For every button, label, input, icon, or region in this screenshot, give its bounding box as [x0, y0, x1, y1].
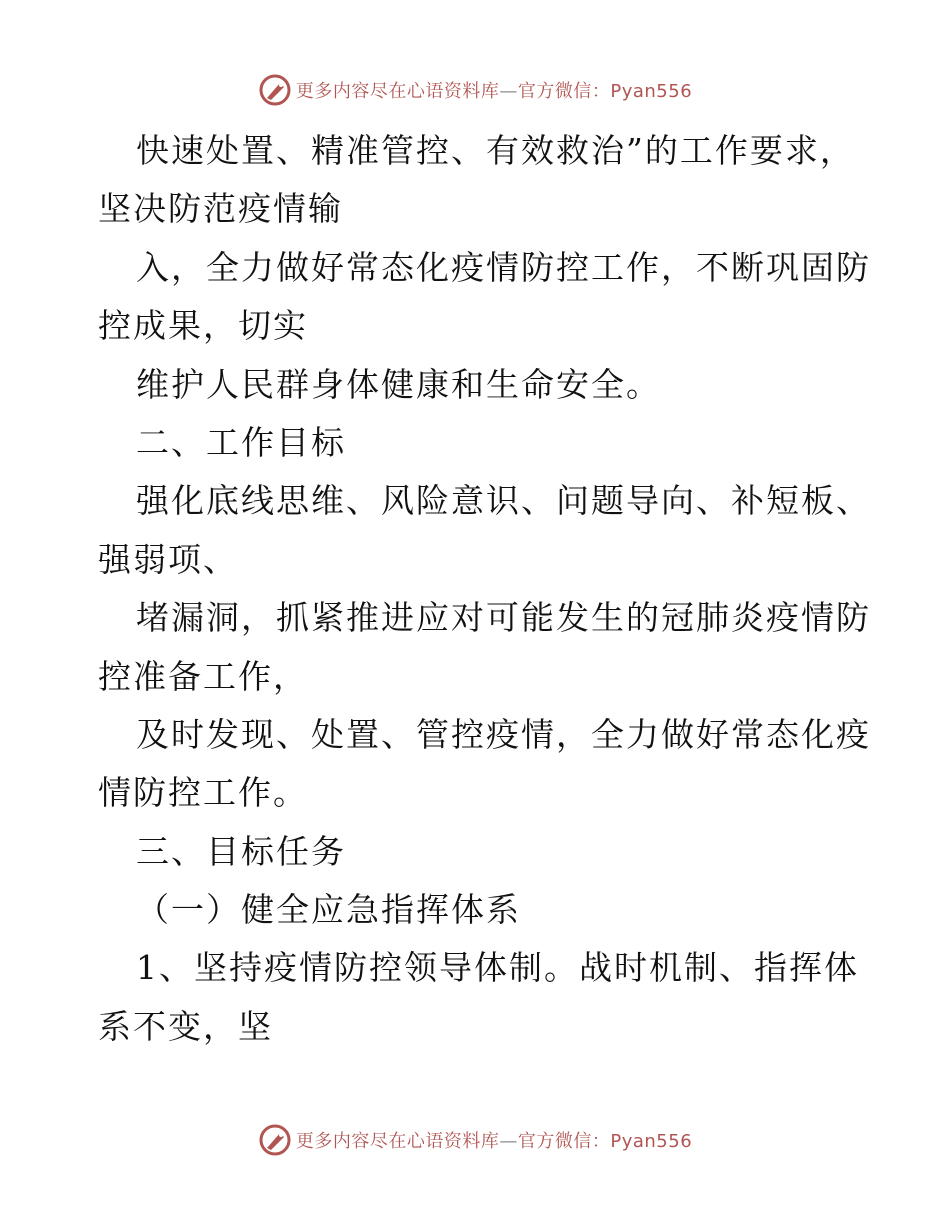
text-line: 强弱项、 [98, 539, 238, 579]
document-body [98, 122, 871, 1056]
watermark-text: 更多内容尽在心语资料库—官方微信：Pyan556 [295, 1131, 693, 1152]
text-line: 控成果，切实 [98, 306, 308, 346]
text-line: 入，全力做好常态化疫情防控工作，不断巩固防 [136, 247, 871, 287]
text-line: 堵漏洞，抓紧推进应对可能发生的冠肺炎疫情防 [136, 598, 871, 638]
watermark-text: 更多内容尽在心语资料库—官方微信：Pyan556 [295, 81, 693, 102]
text-line: 强化底线思维、风险意识、问题导向、补短板、 [136, 481, 871, 521]
subsection-heading: （一）健全应急指挥体系 [136, 890, 521, 930]
pen-nib-circle-icon [258, 73, 292, 107]
text-line: 情防控工作。 [98, 773, 308, 813]
text-line: 维护人民群身体健康和生命安全。 [136, 364, 661, 404]
pen-nib-circle-icon [258, 1123, 292, 1157]
text-line: 及时发现、处置、管控疫情，全力做好常态化疫 [136, 714, 871, 754]
footer-watermark-banner [0, 1120, 950, 1160]
text-line: 控准备工作， [98, 656, 308, 696]
text-line: 快速处置、精准管控、有效救治”的工作要求， [136, 131, 855, 170]
text-line: 系不变，坚 [98, 1006, 273, 1046]
text-line: 坚决防范疫情输 [98, 189, 343, 229]
text-line: 1、坚持疫情防控领导体制。战时机制、指挥体 [136, 948, 859, 988]
section-heading: 三、目标任务 [136, 831, 346, 871]
section-heading: 二、工作目标 [136, 422, 346, 462]
header-watermark-banner [0, 70, 950, 110]
